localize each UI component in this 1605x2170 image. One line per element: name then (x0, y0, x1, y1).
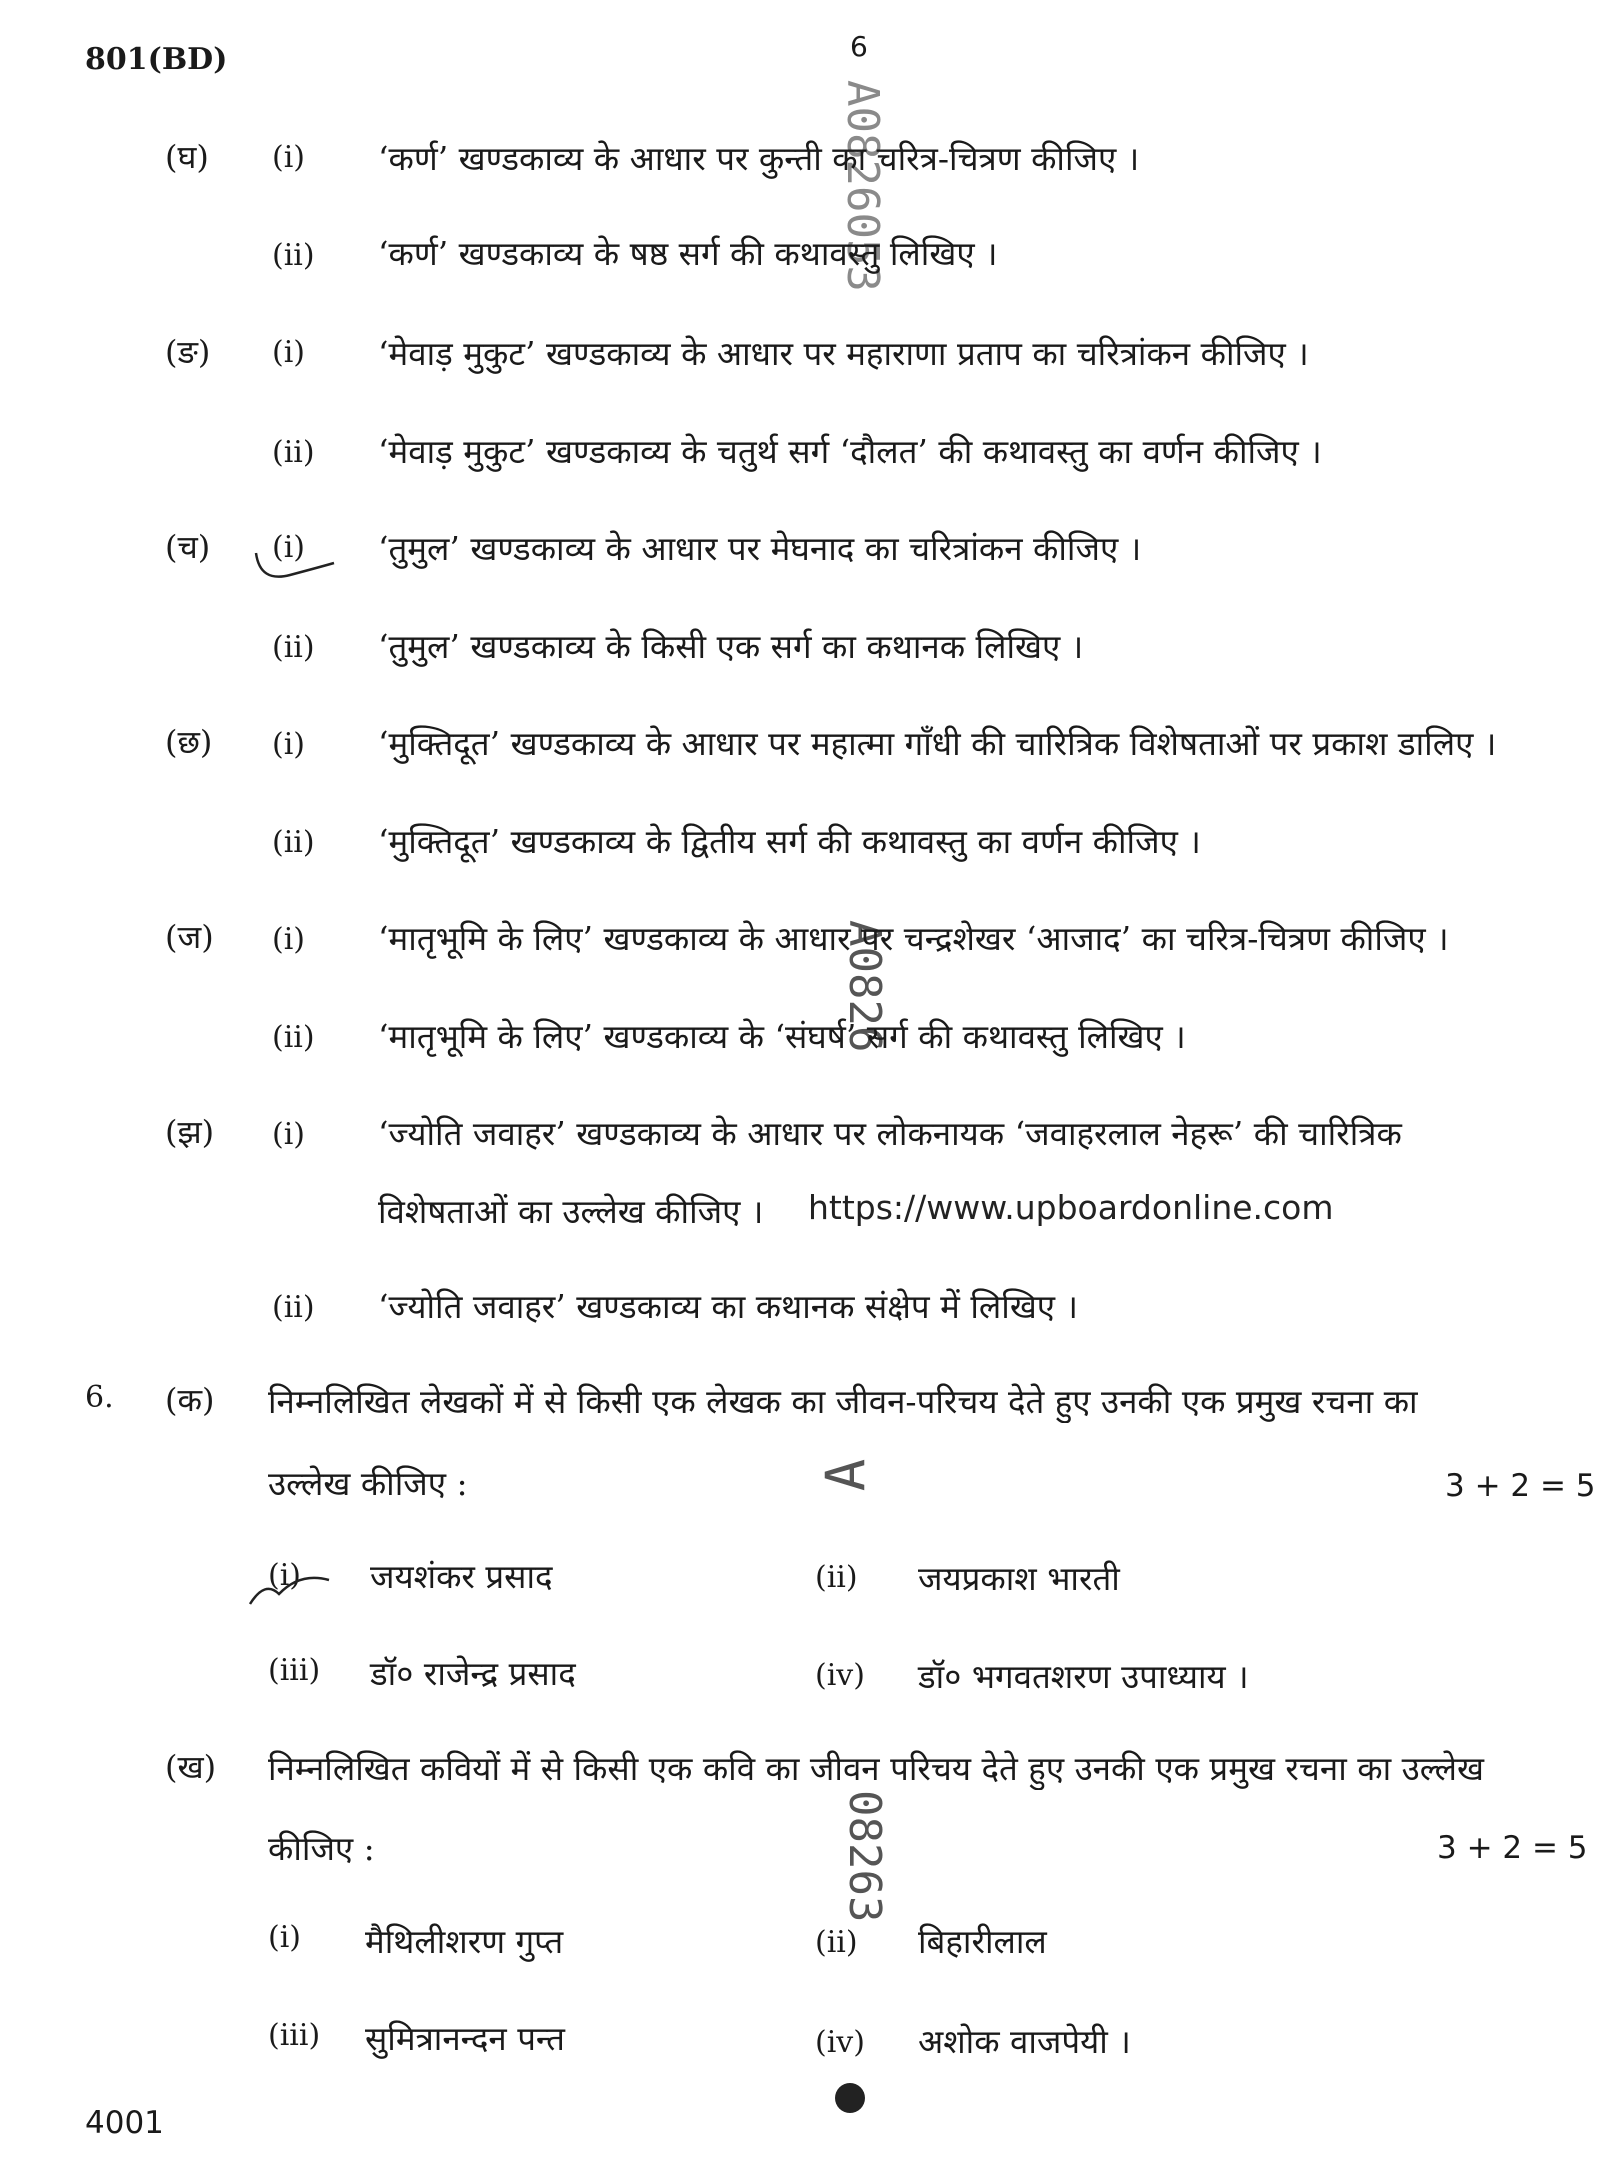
question-number: 6. (85, 1380, 114, 1415)
question-label: (च) (165, 528, 211, 566)
option-name: डॉ० राजेन्द्र प्रसाद (370, 1654, 576, 1693)
question-text: ‘मुक्तिदूत’ खण्डकाव्य के आधार पर महात्मा गाँधी की चारित्रिक विशेषताओं पर प्रकाश डालिए । (378, 724, 1497, 763)
option-name: जयशंकर प्रसाद (370, 1557, 553, 1596)
question-label: (घ) (165, 138, 209, 176)
serial-stamp-middle: A0826 (839, 920, 890, 1053)
part-number: (ii) (272, 435, 315, 470)
option-number: (i) (268, 1920, 302, 1955)
part-number: (i) (272, 335, 306, 370)
marks-label: 3 + 2 = 5 (1445, 1468, 1596, 1504)
part-number: (ii) (272, 630, 315, 665)
watermark-url: https://www.upboardonline.com (808, 1188, 1334, 1227)
question-text: ‘मेवाड़ मुकुट’ खण्डकाव्य के चतुर्थ सर्ग ‘दौलत’ की कथावस्तु का वर्णन कीजिए । (378, 432, 1322, 471)
question-text: ‘मेवाड़ मुकुट’ खण्डकाव्य के आधार पर महाराणा प्रताप का चरित्रांकन कीजिए । (378, 334, 1309, 373)
question-text-line2: कीजिए : (268, 1829, 375, 1868)
option-name: सुमित्रानन्दन पन्त (365, 2019, 565, 2058)
paper-code: 801(BD) (85, 42, 228, 77)
question-text: ‘कर्ण’ खण्डकाव्य के षष्ठ सर्ग की कथावस्तु लिखिए । (378, 234, 998, 273)
question-text: ‘ज्योति जवाहर’ खण्डकाव्य का कथानक संक्षेप में लिखिए । (378, 1287, 1079, 1326)
question-text-line1: ‘ज्योति जवाहर’ खण्डकाव्य के आधार पर लोकनायक ‘जवाहरलाल नेहरू’ की चारित्रिक (378, 1114, 1402, 1153)
part-number: (i) (272, 530, 306, 565)
serial-stamp-top: A0826053 (837, 80, 888, 292)
option-number: (iii) (268, 2018, 321, 2053)
question-text: ‘तुमुल’ खण्डकाव्य के आधार पर मेघनाद का चरित्रांकन कीजिए । (378, 529, 1142, 568)
option-number: (ii) (815, 1560, 858, 1595)
question-text-line2: विशेषताओं का उल्लेख कीजिए । (378, 1192, 764, 1231)
option-name: जयप्रकाश भारती (918, 1559, 1120, 1598)
question-text: ‘कर्ण’ खण्डकाव्य के आधार पर कुन्ती का चरित्र-चित्रण कीजिए । (378, 139, 1140, 178)
part-number: (i) (272, 727, 306, 762)
option-name: बिहारीलाल (918, 1922, 1047, 1961)
option-name: मैथिलीशरण गुप्त (365, 1922, 564, 1961)
option-number: (i) (268, 1558, 302, 1593)
page-number: 6 (850, 30, 868, 63)
option-number: (ii) (815, 1925, 858, 1960)
tick-mark-icon (250, 545, 340, 585)
question-label: (झ) (165, 1113, 215, 1151)
option-name: डॉ० भगवतशरण उपाध्याय । (918, 1657, 1249, 1696)
question-text-line1: निम्नलिखित कवियों में से किसी एक कवि का जीवन परिचय देते हुए उनकी एक प्रमुख रचना का उल्लेख (268, 1749, 1484, 1788)
question-label: (क) (165, 1381, 215, 1419)
question-text: ‘मातृभूमि के लिए’ खण्डकाव्य के ‘संघर्ष’ सर्ग की कथावस्तु लिखिए । (378, 1017, 1186, 1056)
question-text: ‘मुक्तिदूत’ खण्डकाव्य के द्वितीय सर्ग की कथावस्तु का वर्णन कीजिए । (378, 822, 1201, 861)
part-number: (i) (272, 1117, 306, 1152)
question-text-line1: निम्नलिखित लेखकों में से किसी एक लेखक का जीवन-परिचय देते हुए उनकी एक प्रमुख रचना का (268, 1382, 1418, 1421)
option-name: अशोक वाजपेयी । (918, 2022, 1131, 2061)
part-number: (i) (272, 140, 306, 175)
marks-label: 3 + 2 = 5 (1437, 1830, 1588, 1866)
question-label: (ङ) (165, 333, 211, 371)
question-label: (ज) (165, 918, 214, 956)
tick-mark-icon (245, 1568, 335, 1613)
part-number: (ii) (272, 1020, 315, 1055)
question-label: (छ) (165, 723, 213, 761)
part-number: (ii) (272, 825, 315, 860)
serial-stamp-bottom: 08263 (839, 1790, 890, 1923)
footer-code: 4001 (85, 2105, 164, 2141)
question-text: ‘तुमुल’ खण्डकाव्य के किसी एक सर्ग का कथानक लिखिए । (378, 627, 1084, 666)
option-number: (iv) (815, 1658, 865, 1693)
part-number: (ii) (272, 1290, 315, 1325)
option-number: (iii) (268, 1653, 321, 1688)
question-text-line2: उल्लेख कीजिए : (268, 1464, 468, 1503)
question-label: (ख) (165, 1748, 217, 1786)
ink-dot (835, 2083, 865, 2113)
part-number: (ii) (272, 238, 315, 273)
part-number: (i) (272, 922, 306, 957)
option-number: (iv) (815, 2025, 865, 2060)
stamp-letter: A (814, 1458, 878, 1492)
question-text: ‘मातृभूमि के लिए’ खण्डकाव्य के आधार पर चन्द्रशेखर ‘आजाद’ का चरित्र-चित्रण कीजिए । (378, 919, 1449, 958)
